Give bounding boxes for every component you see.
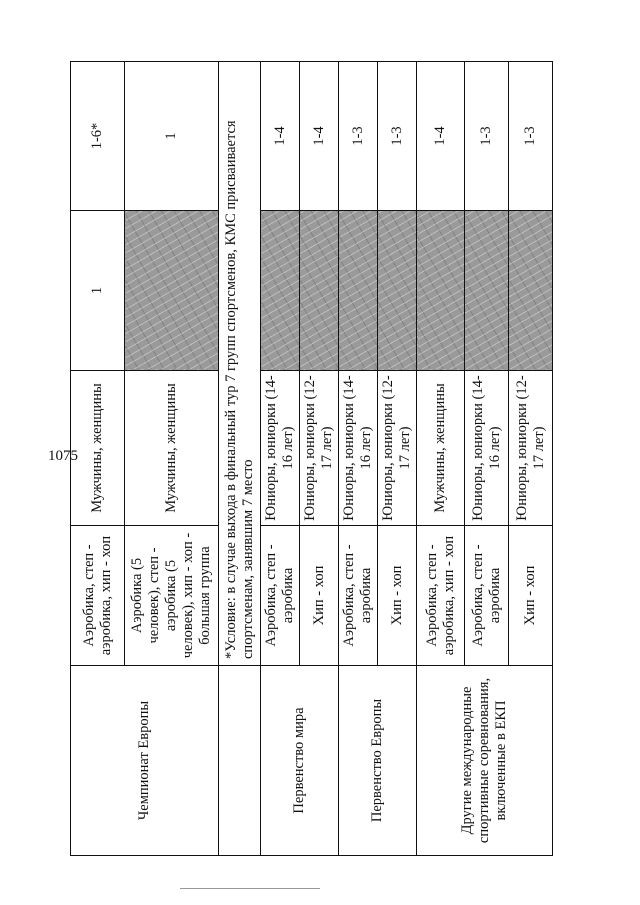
place-cell: 1-3	[509, 62, 553, 211]
shaded-cell	[339, 211, 378, 371]
shaded-cell	[125, 211, 219, 371]
place-cell: 1-3	[465, 62, 509, 211]
group-cell: Юниоры, юниорки (12-17 лет)	[378, 371, 417, 526]
group-cell: Мужчины, женщины	[417, 371, 465, 526]
discipline-cell: Аэробика, степ - аэробика	[261, 526, 300, 666]
place-cell: 1-4	[300, 62, 339, 211]
group-cell: Юниоры, юниорки (14-16 лет)	[339, 371, 378, 526]
table-row	[219, 62, 261, 856]
shaded-cell	[261, 211, 300, 371]
table-row	[417, 62, 465, 856]
bottom-divider	[180, 888, 320, 889]
discipline-cell: Хип - хоп	[509, 526, 553, 666]
group-cell: Юниоры, юниорки (12-17 лет)	[300, 371, 339, 526]
place-cell: 1	[125, 62, 219, 211]
group-cell: Юниоры, юниорки (14-16 лет)	[465, 371, 509, 526]
discipline-cell: Хип - хоп	[300, 526, 339, 666]
discipline-cell: Аэробика, степ - аэробика	[339, 526, 378, 666]
empty-cell	[219, 666, 261, 856]
shaded-cell	[378, 211, 417, 371]
place-cell: 1-4	[417, 62, 465, 211]
competition-cell: Первенство Европы	[339, 666, 417, 856]
place-cell: 1-3	[378, 62, 417, 211]
table-row	[339, 62, 378, 856]
group-cell: Юниоры, юниорки (12-17 лет)	[509, 371, 553, 526]
shaded-cell	[300, 211, 339, 371]
group-cell: Юниоры, юниорки (14-16 лет)	[261, 371, 300, 526]
shaded-cell	[465, 211, 509, 371]
rank-cell: 1	[71, 211, 125, 371]
discipline-cell: Аэробика (5 человек), степ - аэробика (5 человек), хип - хоп - большая группа	[125, 526, 219, 666]
group-cell: Мужчины, женщины	[71, 371, 125, 526]
competition-cell: Чемпионат Европы	[71, 666, 219, 856]
table-row	[71, 62, 125, 856]
place-cell: 1-3	[339, 62, 378, 211]
discipline-cell: Аэробика, степ - аэробика	[465, 526, 509, 666]
group-cell: Мужчины, женщины	[125, 371, 219, 526]
sports-rank-table	[70, 61, 553, 856]
table-row	[261, 62, 300, 856]
rotated-table-container	[70, 62, 548, 856]
page-number: 1075	[48, 448, 78, 464]
shaded-cell	[509, 211, 553, 371]
place-cell: 1-4	[261, 62, 300, 211]
place-cell: 1-6*	[71, 62, 125, 211]
competition-cell: Другие международные спортивные соревнования, включенные в ЕКП	[417, 666, 553, 856]
shaded-cell	[417, 211, 465, 371]
discipline-cell: Хип - хоп	[378, 526, 417, 666]
competition-cell: Первенство мира	[261, 666, 339, 856]
discipline-cell: Аэробика, степ - аэробика, хип - хоп	[417, 526, 465, 666]
footnote-cell: *Условие: в случае выхода в финальный тур 7 групп спортсменов, КМС присваивается спортсменам, занявшим 7 место	[219, 62, 261, 666]
discipline-cell: Аэробика, степ - аэробика, хип - хоп	[71, 526, 125, 666]
